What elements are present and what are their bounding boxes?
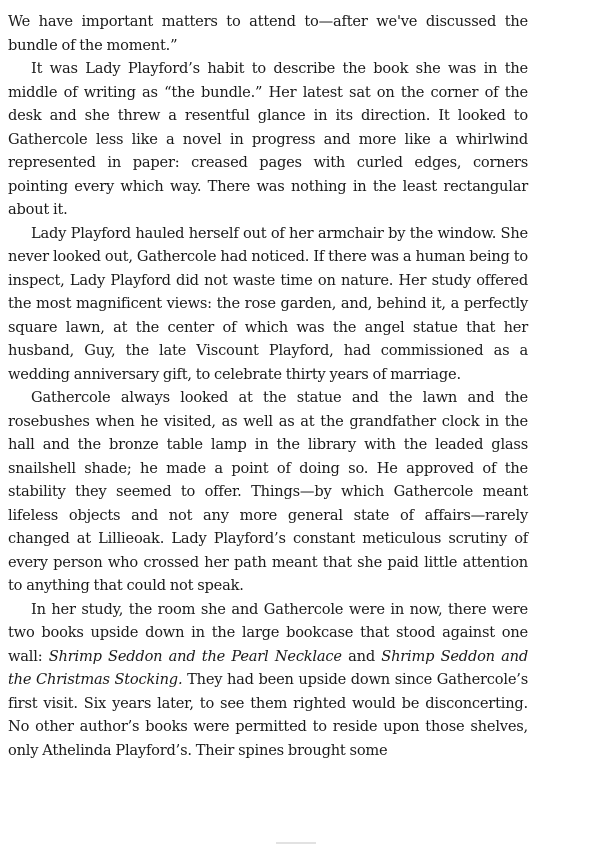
- book-title-pearl-necklace: Shrimp Seddon and the Pearl Necklace: [48, 647, 342, 665]
- paragraph-5-text-b: and: [341, 647, 382, 665]
- book-title-christmas-stocking: Shrimp Seddon and the Christmas Stocking.: [8, 647, 529, 688]
- paragraph-3-text: Lady Playford hauled herself out of her armchair by the window. She never looked out, Gathercole had noticed. If there was a human being to inspect, Lady Playford did not waste time on nature. Her study offered the most magnificent views: the rose garden, and, behind it, a perfectly square lawn, at the center of which was the angel statue that her husband, Guy, the late Viscount Playford, had commissioned as a wedding anniversary gift, to celebrate thirty years of marriage.: [8, 224, 528, 383]
- paragraph-4-text: Gathercole always looked at the statue and the lawn and the rosebushes when he visited, as well as at the grandfather clock in the hall and the bronze table lamp in the library with the leaded glass snailshell shade; he made a point of doing so. He approved of the stability they seemed to offer. Things—by which Gathercole meant lifeless objects and not any more general state of affairs—rarely changed at Lillieoak. Lady Playford’s constant meticulous scrutiny of every person who crossed her path meant that she paid little attention to anything that could not speak.: [8, 389, 528, 594]
- paragraph-2-text: It was Lady Playford’s habit to describe the book she was in the middle of writing as “the bundle.” Her latest sat on the corner of the desk and she threw a resentful glance in its direction. It looked to Gathercole less like a novel in progress and more like a whirlwind represented in paper: creased pages with curled edges, corners pointing every which way. There was nothing in the least rectangular about it.: [8, 60, 528, 218]
- paragraph-1-text: We have important matters to attend to—after we've discussed the bundle of the moment.”: [8, 13, 528, 54]
- paragraph-5-text-a: In her study, the room she and Gathercole were in now, there were two books upside down in the large bookcase that stood against one wall:: [8, 600, 528, 665]
- paragraph-5: [8, 598, 528, 763]
- paragraph-5-text-c: They had been upside down since Gathercole’s first visit. Six years later, to see them righted would be disconcerting. No other author’s books were permitted to reside upon those shelves, only Athelinda Playford’s. Their spines brought some: [8, 671, 528, 759]
- page-bottom-mark: [276, 842, 316, 844]
- book-page: [8, 10, 528, 762]
- paragraph-1: [8, 10, 528, 57]
- paragraph-2: [8, 57, 528, 222]
- paragraph-3: [8, 222, 528, 387]
- paragraph-4: [8, 386, 528, 598]
